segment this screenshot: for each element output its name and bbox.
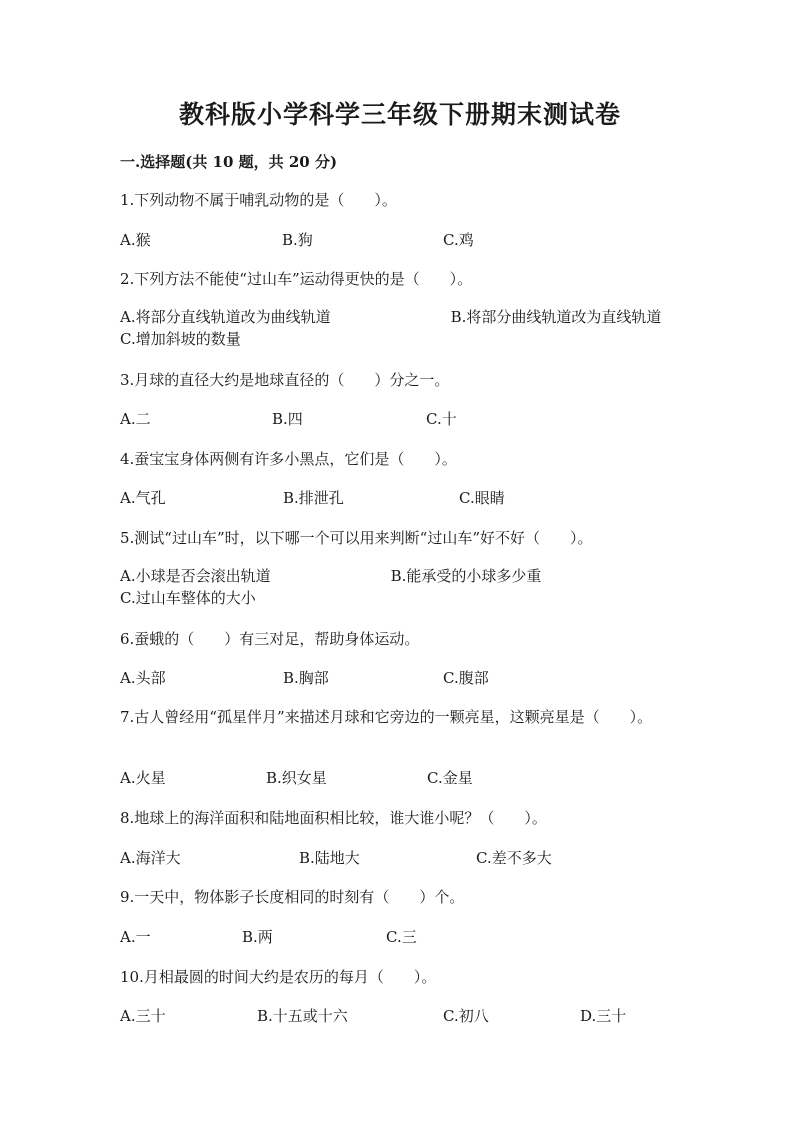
question-1-stem: 1.下列动物不属于哺乳动物的是（ ）。: [120, 191, 397, 209]
question-10-option-c: C.初八: [443, 1007, 489, 1025]
section-heading: 一.选择题(共 10 题，共 20 分): [120, 153, 338, 171]
question-3-option-c: C.十: [426, 410, 457, 428]
question-3-option-a: A.二: [120, 410, 151, 428]
question-9-option-c: C.三: [386, 928, 417, 946]
question-6-stem: 6.蚕蛾的（ ）有三对足，帮助身体运动。: [120, 630, 420, 648]
question-7-option-a: A.火星: [120, 769, 166, 787]
question-7-option-b: B.织女星: [266, 769, 327, 787]
question-5-options: A.小球是否会滚出轨道 B.能承受的小球多少重 C.过山车整体的大小: [120, 567, 677, 607]
question-4-option-a: A.气孔: [120, 489, 166, 507]
question-7-option-c: C.金星: [427, 769, 473, 787]
question-2-options: A.将部分直线轨道改为曲线轨道 B.将部分曲线轨道改为直线轨道 C.增加斜坡的数量: [120, 308, 722, 348]
question-6-option-b: B.胸部: [283, 669, 329, 687]
question-4-option-b: B.排泄孔: [283, 489, 344, 507]
question-1-option-a: A.猴: [120, 231, 151, 249]
question-1-option-c: C.鸡: [443, 231, 474, 249]
question-3-stem: 3.月球的直径大约是地球直径的（ ）分之一。: [120, 371, 450, 389]
question-10-option-d: D.三十: [580, 1007, 627, 1025]
question-1-option-b: B.狗: [282, 231, 313, 249]
question-4-option-c: C.眼睛: [459, 489, 505, 507]
question-5-stem: 5.测试“过山车”时，以下哪一个可以用来判断“过山车”好不好（ ）。: [120, 529, 593, 547]
question-2-stem: 2.下列方法不能使“过山车”运动得更快的是（ ）。: [120, 270, 473, 288]
question-8-option-c: C.差不多大: [476, 849, 552, 867]
question-8-stem: 8.地球上的海洋面积和陆地面积相比较，谁大谁小呢？（ ）。: [120, 809, 547, 827]
question-10-option-a: A.三十: [120, 1007, 166, 1025]
question-6-option-a: A.头部: [120, 669, 166, 687]
question-6-option-c: C.腹部: [443, 669, 489, 687]
question-3-option-b: B.四: [272, 410, 303, 428]
question-10-stem: 10.月相最圆的时间大约是农历的每月（ ）。: [120, 968, 437, 986]
question-4-stem: 4.蚕宝宝身体两侧有许多小黑点，它们是（ ）。: [120, 450, 457, 468]
question-9-option-a: A.一: [120, 928, 151, 946]
question-9-option-b: B.两: [242, 928, 273, 946]
question-7-stem: 7.古人曾经用“孤星伴月”来描述月球和它旁边的一颗亮星，这颗亮星是（ ）。: [120, 708, 653, 726]
question-8-option-b: B.陆地大: [299, 849, 360, 867]
question-10-option-b: B.十五或十六: [257, 1007, 348, 1025]
question-9-stem: 9.一天中，物体影子长度相同的时刻有（ ）个。: [120, 888, 465, 906]
page-title: 教科版小学科学三年级下册期末测试卷: [178, 100, 621, 129]
question-8-option-a: A.海洋大: [120, 849, 181, 867]
